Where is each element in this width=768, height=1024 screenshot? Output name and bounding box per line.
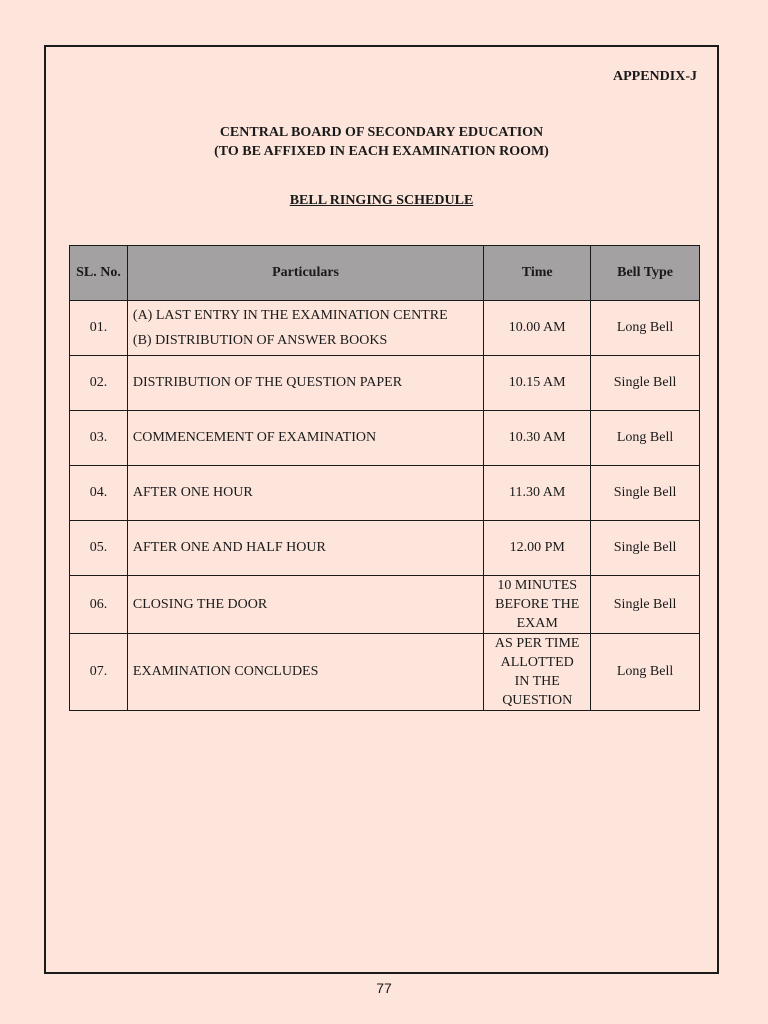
appendix-label: APPENDIX-J [613,69,697,84]
time-cell [484,634,591,711]
time-line: IN THE [514,674,560,689]
particulars-cell: AFTER ONE AND HALF HOUR [127,521,483,576]
sl-no-cell: 01. [70,301,128,356]
sl-no-cell: 05. [70,521,128,576]
document-heading [46,123,717,161]
particulars-cell: COMMENCEMENT OF EXAMINATION [127,411,483,466]
bell-type-cell: Single Bell [591,521,700,576]
table-header-row [70,246,700,301]
time-cell: 11.30 AM [484,466,591,521]
particulars-cell [127,301,483,356]
table-row [70,521,700,576]
header-sl-no: SL. No. [70,246,128,301]
time-line: EXAM [516,616,558,631]
bell-schedule-table [69,245,700,711]
time-cell: 10.00 AM [484,301,591,356]
time-cell: 10.15 AM [484,356,591,411]
bell-type-cell: Long Bell [591,634,700,711]
time-cell [484,576,591,634]
particulars-cell: DISTRIBUTION OF THE QUESTION PAPER [127,356,483,411]
particulars-cell: EXAMINATION CONCLUDES [127,634,483,711]
bell-type-cell: Single Bell [591,466,700,521]
sl-no-cell: 03. [70,411,128,466]
table-row [70,411,700,466]
heading-line-2: (TO BE AFFIXED IN EACH EXAMINATION ROOM) [214,144,549,159]
sl-no-cell: 04. [70,466,128,521]
bell-type-cell: Long Bell [591,411,700,466]
particulars-line: (B) DISTRIBUTION OF ANSWER BOOKS [132,333,388,348]
header-time: Time [484,246,591,301]
sl-no-cell: 07. [70,634,128,711]
table-row [70,301,700,356]
bell-type-cell: Long Bell [591,301,700,356]
page-number: 77 [376,980,392,996]
time-cell: 12.00 PM [484,521,591,576]
particulars-cell: AFTER ONE HOUR [127,466,483,521]
time-line: ALLOTTED [500,655,574,670]
table-row [70,466,700,521]
bell-type-cell: Single Bell [591,576,700,634]
time-cell: 10.30 AM [484,411,591,466]
table-row [70,576,700,634]
table-row [70,634,700,711]
time-line: 10 MINUTES [497,578,578,593]
particulars-cell: CLOSING THE DOOR [127,576,483,634]
page-frame [44,45,719,974]
header-bell-type: Bell Type [591,246,700,301]
sl-no-cell: 02. [70,356,128,411]
time-line: QUESTION [502,693,573,708]
table-row [70,356,700,411]
bell-type-cell: Single Bell [591,356,700,411]
time-line: AS PER TIME [494,636,580,651]
heading-line-1: CENTRAL BOARD OF SECONDARY EDUCATION [219,125,544,140]
particulars-line: (A) LAST ENTRY IN THE EXAMINATION CENTRE [132,308,448,323]
schedule-title: BELL RINGING SCHEDULE [289,193,474,208]
header-particulars: Particulars [127,246,483,301]
time-line: BEFORE THE [495,597,580,612]
sl-no-cell: 06. [70,576,128,634]
